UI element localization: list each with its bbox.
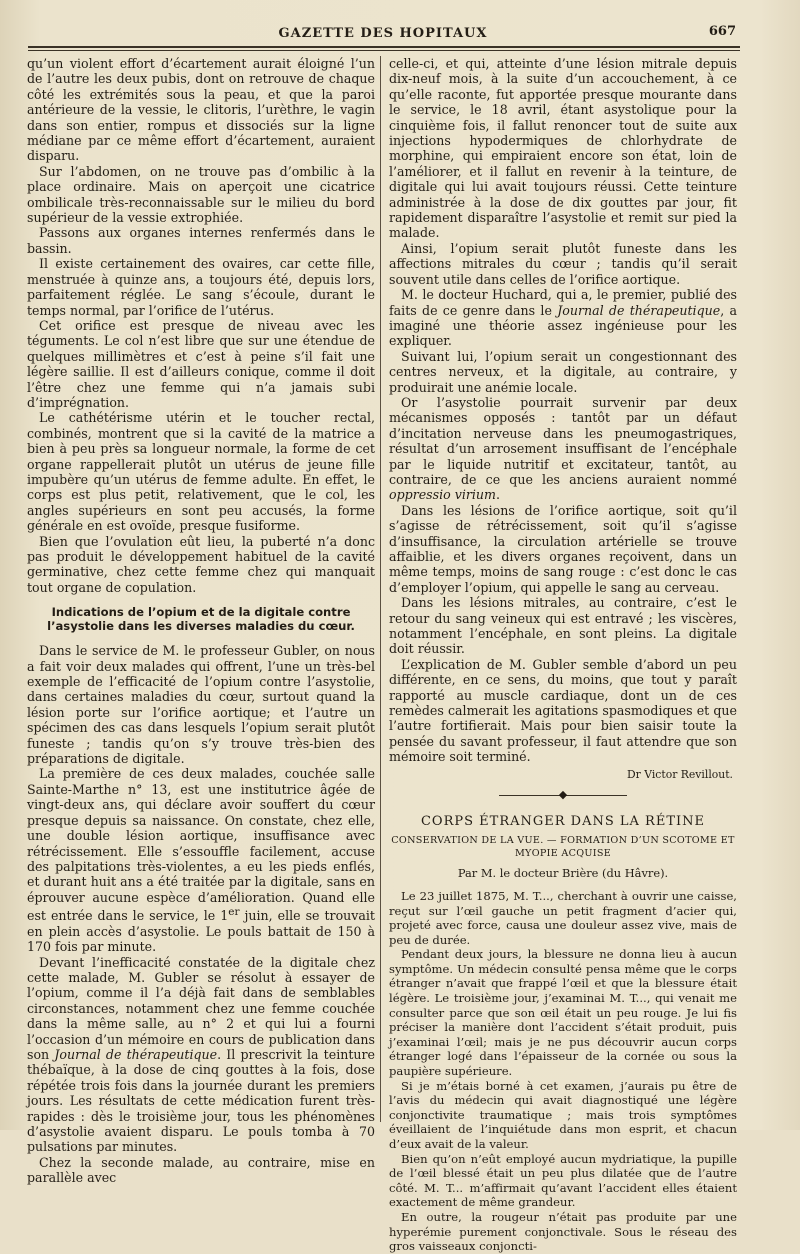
paragraph: Il existe certainement des ovaires, car cette fille, menstruée à quinze ans, a toujours été, depuis lors, parfaitement réglée. Le sang s’écoule, durant le temps normal, par l’orifice de l’utérus.	[27, 256, 375, 318]
paragraph: Dans les lésions mitrales, au contraire, c’est le retour du sang veineux qui est entravé ; les viscères, notamment l’encéphale, en sont pleins. La digitale doit réussir.	[389, 595, 737, 657]
paragraph: Passons aux organes internes renfermés dans le bassin.	[27, 225, 375, 256]
journal-title: GAZETTE DES HOPITAUX	[278, 26, 488, 41]
article-subtitle: CONSERVATION DE LA VUE. — FORMATION D’UN SCOTOME ET MYOPIE ACQUISE	[391, 834, 735, 859]
article-author: Par M. le docteur Brière (du Hâvre).	[457, 865, 669, 880]
paragraph: Sur l’abdomen, on ne trouve pas d’ombilic à la place ordinaire. Mais on aperçoit une cicatrice ombilicale très-reconnaissable sur le milieu du bord supérieur de la vessie extrophiée.	[27, 163, 375, 226]
paragraph: celle-ci, et qui, atteinte d’une lésion mitrale depuis dix-neuf mois, à la suite d’un accouchement, à ce qu’elle raconte, fut apportée presque mourante dans le service, le 18 avril, étant asystolique pour la cinquième fois, il fallut renoncer tout de suite aux injections hypodermiques de chlorhydrate de morphine, qui empiraient encore son état, loin de l’améliorer, et il fallut en revenir à la teinture, de digitale qui lui avait toujours réussi. Cette teinture administrée à la dose de dix gouttes par jour, fit rapidement disparaître l’asystolie et remit sur pied la malade.	[389, 56, 737, 241]
author-signature: Dr Victor Revillout.	[627, 767, 733, 781]
paragraph	[27, 955, 375, 1155]
journal-reference: Journal de thérapeutique	[54, 1046, 218, 1062]
latin-phrase: oppressio virium	[389, 487, 496, 503]
text-run: La première de ces deux malades, couchée salle Sainte-Marthe n° 13, est une institutrice âgée de vingt-deux ans, qui déclare avoir souffert du cœur presque depuis sa naissance. On constate, chez elle, une double lésion aortique, insuffisance avec rétrécissement. Elle s’essouffle facilement, accuse des palpitations très-violentes, a eu les pieds enflés, et durant huit ans a été traitée par la digitale, sans en éprouver aucune espèce d’amélioration. Quand elle est entrée dans le service, le 1	[27, 766, 375, 924]
paragraph: Dans le service de M. le professeur Gubler, on nous a fait voir deux malades qui offrent, l’une un très-bel exemple de l’efficacité de l’opium contre l’asystolie, dans certaines maladies du cœur, surtout quand la lésion porte sur l’orifice aortique; et l’autre un spécimen des cas dans lesquels l’opium serait plutôt funeste ; tandis qu’on s’y trouve très-bien des préparations de digitale.	[27, 643, 375, 767]
paragraph: qu’un violent effort d’écartement aurait éloigné l’un de l’autre les deux pubis, dont on retrouve de chaque côté les extrémités sous la peau, et que la paroi antérieure de la vessie, le clitoris, l’urèthre, le vagin dans son entier, rompus et dissociés sur la ligne médiane par ce même effort d’écartement, auraient disparu.	[27, 56, 375, 164]
article-body	[389, 889, 737, 1254]
superscript: er	[228, 906, 240, 919]
text-run: Or l’asystolie pourrait survenir par deux mécanismes opposés : tantôt par un défaut d’incitation nerveuse dans les pneumogastriques, résultat d’un arrosement insuffisant de l’encéphale par le liquide nutritif et excitateur, tantôt, au contraire, de ce que les anciens auraient nommé	[389, 394, 737, 487]
right-column	[389, 56, 737, 1254]
paragraph: Ainsi, l’opium serait plutôt funeste dans les affections mitrales du cœur ; tandis qu’il serait souvent utile dans celles de l’orifice aortique.	[389, 240, 737, 287]
journal-reference: Journal de thérapeutique	[557, 302, 721, 318]
article-title: CORPS ÉTRANGER DANS LA RÉTINE	[420, 814, 705, 830]
text-run: . Il prescrivit la teinture thébaïque, à la dose de cinq gouttes à la fois, dose répétée trois fois dans la journée durant les premiers jours. Les résultats de cette médication furent très-rapides : dès le troisième jour, tous les phénomènes d’asystolie avaient disparu. Le pouls tomba à 70 pulsations par minutes.	[27, 1046, 375, 1155]
paragraph: Bien qu’on n’eût employé aucun mydriatique, la pupille de l’œil blessé était un peu plus dilatée que de l’autre côté. M. T... m’affirmait qu’avant l’accident elles étaient exactement de même grandeur.	[389, 1151, 737, 1210]
diamond-ornament-icon: ◆	[558, 788, 568, 802]
header-rule-thin	[28, 50, 740, 51]
paragraph	[27, 766, 375, 954]
text-run: .	[495, 487, 500, 503]
paragraph	[389, 287, 737, 349]
column-separator	[380, 56, 381, 1122]
paragraph: En outre, la rougeur n’était pas produite par une hyperémie purement conjonctivale. Sous le réseau des gros vaisseaux conjoncti-	[389, 1209, 737, 1254]
paragraph: Le cathétérisme utérin et le toucher rectal, combinés, montrent que si la cavité de la matrice a bien à peu près sa longueur normale, la forme de cet organe rappellerait plutôt un utérus de jeune fille impubère qu’un utérus de femme adulte. En effet, le corps est plus petit, relativement, que le col, les angles supérieurs en sont peu accusés, la forme générale en est ovoïde, presque fusiforme.	[27, 410, 375, 534]
paragraph: Si je m’étais borné à cet examen, j’aurais pu être de l’avis du médecin qui avait diagnostiqué une légère conjonctivite traumatique ; mais trois symptômes éveillaient de l’inquiétude dans mon esprit, et chacun d’eux avait de la valeur.	[389, 1078, 737, 1151]
text-run: Devant l’inefficacité constatée de la digitale chez cette malade, M. Gubler se résolut à essayer de l’opium, comme il l’a déjà fait dans de semblables circonstances, notamment chez une femme couchée dans la même salle, au n° 2 et qui lui a fourni l’occasion d’un mémoire en cours de publication dans son	[27, 954, 375, 1062]
paragraph: Pendant deux jours, la blessure ne donna lieu à aucun symptôme. Un médecin consulté pensa même que le corps étranger n’avait que frappé l’œil et que la blessure était légère. Le troisième jour, j’examinai M. T..., qui venait me consulter parce que son œil était un peu rouge. Je lui fis préciser la manière dont l’accident s’était produit, puis j’examinai l’œil; mais je ne pus découvrir aucun corps étranger logé dans l’épaisseur de la cornée ou sous la paupière supérieure.	[389, 947, 737, 1079]
paragraph: Bien que l’ovulation eût lieu, la puberté n’a donc pas produit le développement habituel de la cavité germinative, chez cette femme chez qui manquait tout organe de copulation.	[27, 533, 375, 595]
left-column	[27, 56, 375, 1186]
text-run: M. le docteur Huchard, qui a, le premier, publié des faits de ce genre dans le	[389, 287, 737, 318]
text-run: , a imaginé une théorie assez ingénieuse pour les expliquer.	[389, 302, 738, 349]
paragraph: Dans les lésions de l’orifice aortique, soit qu’il s’agisse de rétrécissement, soit qu’il s’agisse d’insuffisance, la circulation artérielle se trouve affaiblie, et les divers organes reçoivent, dans un même temps, moins de sang rouge : c’est donc le cas d’employer l’opium, qui appelle le sang au cerveau.	[389, 502, 737, 595]
paragraph: L’explication de M. Gubler semble d’abord un peu différente, en ce sens, du moins, que tout y paraît rapporté au muscle cardiaque, dont un de ces remèdes calmerait les agitations spasmodiques et que l’autre fortifierait. Mais pour bien saisir toute la pensée du savant professeur, il faut attendre que son mémoire soit terminé.	[389, 656, 737, 765]
paragraph: Le 23 juillet 1875, M. T..., cherchant à ouvrir une caisse, reçut sur l’œil gauche un petit fragment d’acier qui, projeté avec force, causa une douleur assez vive, mais de peu de durée.	[389, 888, 737, 947]
section-heading: Indications de l’opium et de la digitale contre l’asystolie dans les diverses maladies du cœur.	[47, 605, 355, 634]
paragraph: Cet orifice est presque de niveau avec les téguments. Le col n’est libre que sur une étendue de quelques millimètres et c’est à peine s’il fait une légère saillie. Il est d’ailleurs conique, comme il doit l’être chez une femme qui n’a jamais subi d’imprégnation.	[27, 317, 375, 410]
text-run: juin, elle se trouvait en plein accès d’asystolie. Le pouls battait de 150 à 170 fois par minute.	[27, 908, 375, 955]
paragraph	[389, 395, 737, 503]
header-rule	[28, 46, 740, 48]
page-header	[28, 22, 738, 44]
paragraph: Chez la seconde malade, au contraire, mise en parallèle avec	[27, 1154, 375, 1186]
page-number: 667	[708, 24, 736, 39]
paragraph: Suivant lui, l’opium serait un congestionnant des centres nerveux, et la digitale, au contraire, y produirait une anémie locale.	[389, 348, 737, 395]
article-divider	[389, 788, 737, 802]
